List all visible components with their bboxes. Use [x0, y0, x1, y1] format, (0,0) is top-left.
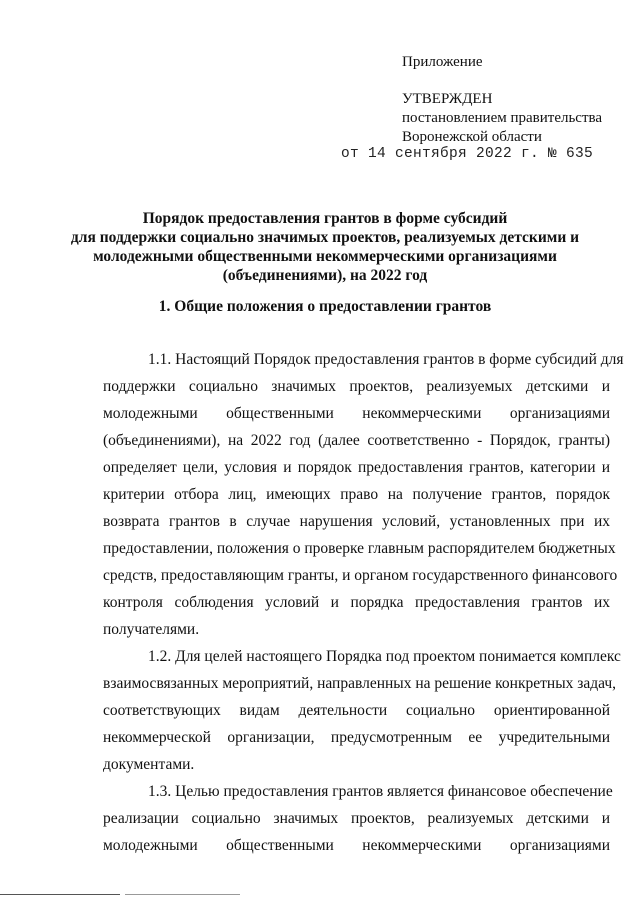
resolution-line-1: постановлением правительства: [402, 110, 603, 126]
body-line: определяет цели, условия и порядок предоставления грантов, категории и: [103, 459, 610, 476]
footer-divider: [0, 894, 120, 895]
body-line: 1.1. Настоящий Порядок предоставления грантов в форме субсидий для: [148, 351, 624, 368]
body-line: молодежными общественными некоммерческими организациями: [103, 405, 610, 422]
title-line: (объединениями), на 2022 год: [222, 267, 428, 284]
title-line: для поддержки социально значимых проектов, реализуемых детскими и: [70, 229, 580, 246]
resolution-line-2: Воронежской области: [402, 129, 542, 145]
body-line: контроля соблюдения условий и порядка предоставления грантов их: [103, 594, 610, 611]
section-heading: 1. Общие положения о предоставлении грантов: [158, 298, 492, 315]
body-line: молодежными общественными некоммерческими организациями: [103, 837, 610, 854]
body-line: возврата грантов в случае нарушения условий, установленных при их: [103, 513, 610, 530]
body-line: критерии отбора лиц, имеющих право на получение грантов, порядок: [103, 486, 610, 503]
body-line: (объединениями), на 2022 год (далее соответственно - Порядок, гранты): [103, 432, 610, 449]
body-line: реализации социально значимых проектов, реализуемых детскими и: [103, 810, 610, 827]
approved-label: УТВЕРЖДЕН: [402, 91, 493, 107]
date-number-stamp: от 14 сентября 2022 г. № 635: [341, 146, 594, 162]
appendix-label: Приложение: [402, 54, 483, 70]
footer-divider: [125, 894, 240, 895]
body-line: взаимосвязанных мероприятий, направленных на решение конкретных задач,: [103, 675, 617, 692]
title-line: молодежными общественными некоммерческими организациями: [93, 248, 557, 265]
body-line: соответствующих видам деятельности социально ориентированной: [103, 702, 610, 719]
body-line: некоммерческой организации, предусмотренным ее учредительными: [103, 729, 610, 746]
body-line: средств, предоставляющим гранты, и органом государственного финансового: [103, 567, 618, 584]
body-line: получателями.: [103, 621, 200, 638]
body-line: 1.2. Для целей настоящего Порядка под проектом понимается комплекс: [148, 648, 621, 665]
title-line: Порядок предоставления грантов в форме субсидий: [142, 210, 508, 227]
body-line: документами.: [103, 756, 195, 773]
body-line: поддержки социально значимых проектов, реализуемых детскими и: [103, 378, 610, 395]
body-line: 1.3. Целью предоставления грантов является финансовое обеспечение: [148, 783, 613, 800]
body-line: предоставлении, положения о проверке главным распорядителем бюджетных: [103, 540, 616, 557]
